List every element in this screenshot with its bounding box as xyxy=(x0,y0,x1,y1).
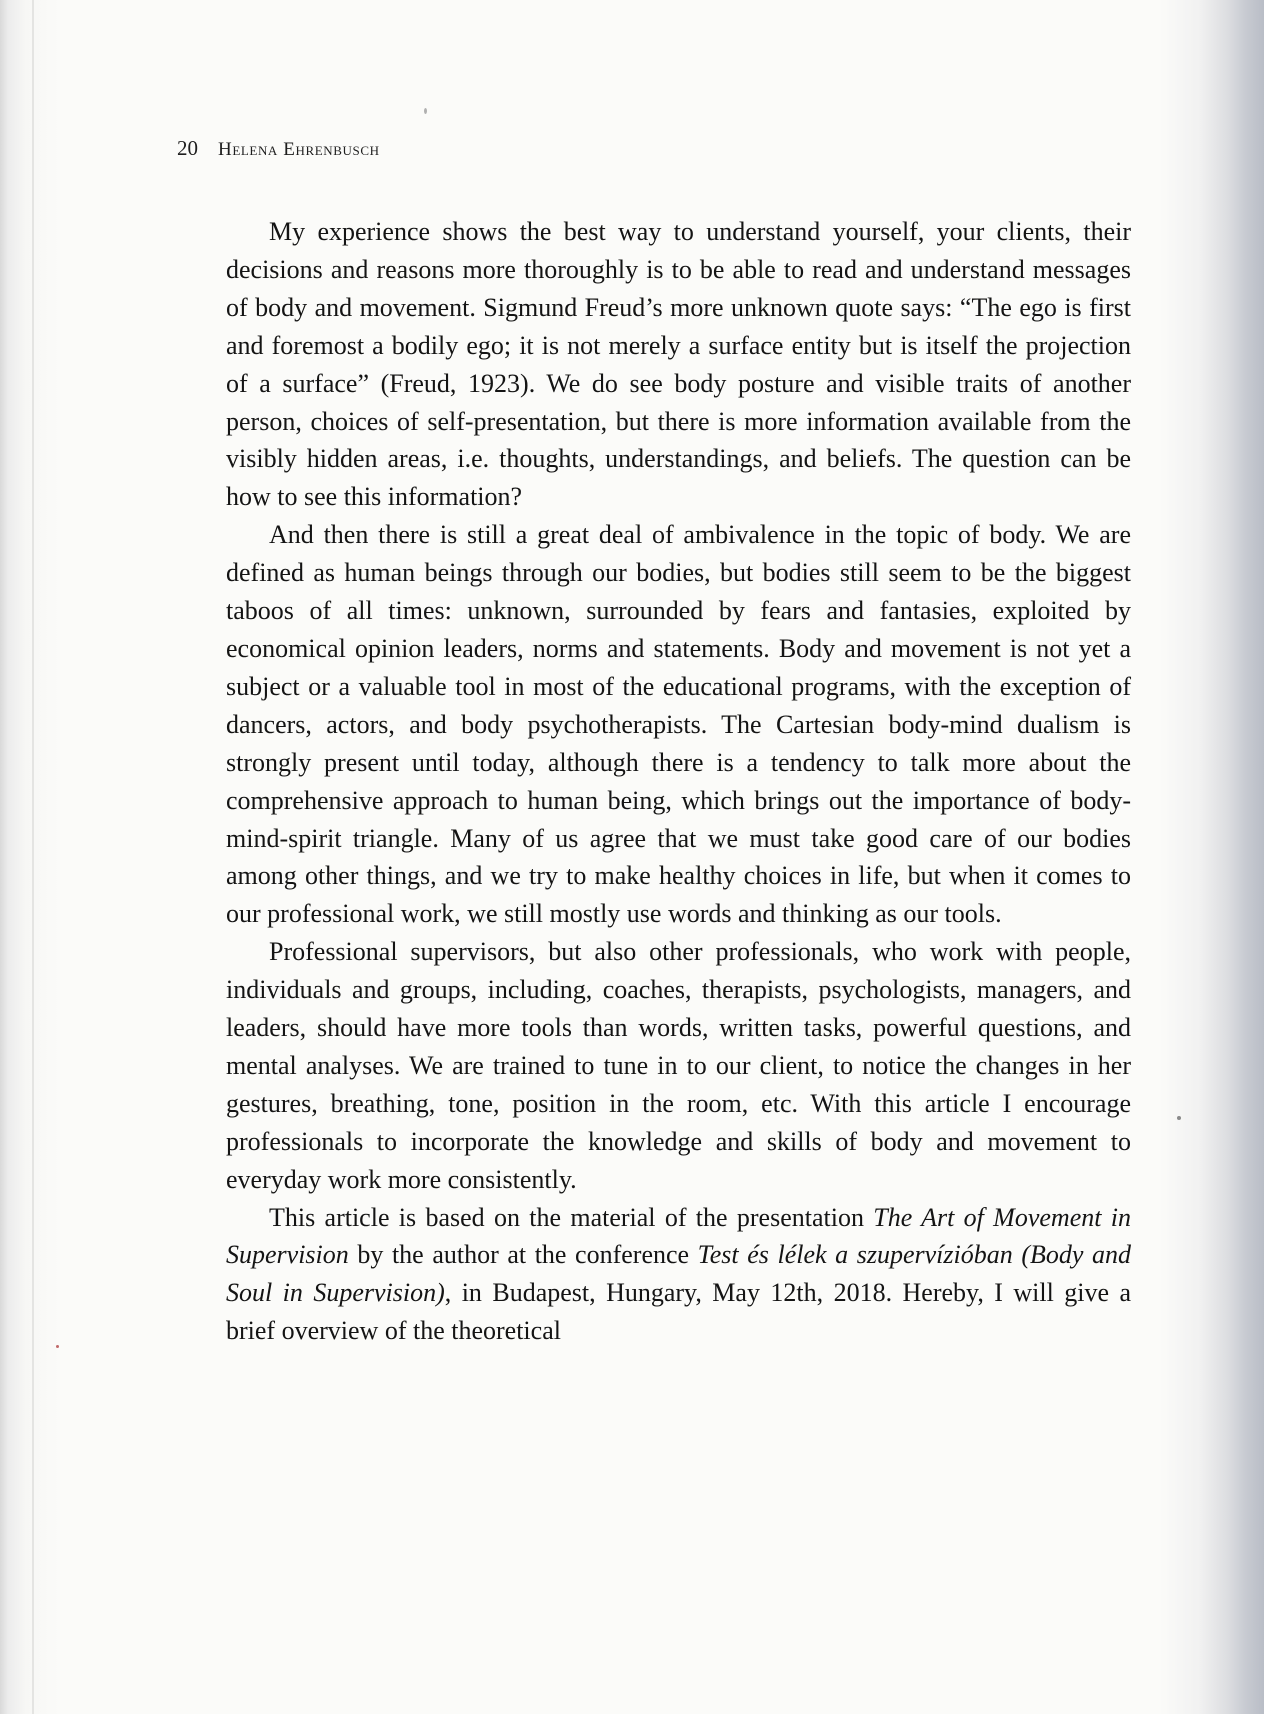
running-head xyxy=(177,136,380,161)
paragraph-experience: My experience shows the best way to understand yourself, your clients, their decisions and reasons more thoroughly is to be able to read and understand messages of body and movement. Sigmund Freud’s more unknown quote says: “The ego is first and foremost a bodily ego; it is not merely a surface entity but is itself the projection of a surface” (Freud, 1923). We do see body posture and visible traits of another person, choices of self-presentation, but there is more information available from the visibly hidden areas, i.e. thoughts, understandings, and beliefs. The question can be how to see this information? xyxy=(226,217,1131,512)
paper-speck xyxy=(56,1345,59,1348)
paper-speck xyxy=(1177,1116,1181,1120)
paragraph-professionals: Professional supervisors, but also other professionals, who work with people, individuals and groups, including, coaches, therapists, psychologists, managers, and leaders, should have more tools than words, written tasks, powerful questions, and mental analyses. We are trained to tune in to our client, to notice the changes in her gestures, breathing, tone, position in the room, etc. With this article I encourage professionals to incorporate the knowledge and skills of body and movement to everyday work more consistently. xyxy=(226,937,1131,1194)
text-segment: This article is based on the material of the presentation xyxy=(269,1202,874,1232)
article-body xyxy=(226,213,1131,1350)
text-segment: by the author at the conference xyxy=(348,1240,698,1270)
binding-gutter xyxy=(32,0,34,1714)
presentation-title: The Art of Movement in Supervision xyxy=(226,1202,1131,1270)
paragraph-ambivalence: And then there is still a great deal of ambivalence in the topic of body. We are defined as human beings through our bodies, but bodies still seem to be the biggest taboos of all times: unknown, surrounded by fears and fantasies, exploited by economical opinion leaders, norms and statements. Body and movement is not yet a subject or a valuable tool in most of the educational programs, with the exception of dancers, actors, and body psychotherapists. The Cartesian body-mind dualism is strongly present until today, although there is a tendency to talk more about the comprehensive approach to human being, which brings out the importance of body-mind-spirit triangle. Many of us agree that we must take good care of our bodies among other things, and we try to make healthy choices in life, but when it comes to our professional work, we still mostly use words and thinking as our tools. xyxy=(226,520,1131,929)
running-head-author: Helena Ehrenbusch xyxy=(218,139,380,160)
paper-speck xyxy=(424,108,427,114)
text-segment: , in Budapest, Hungary, May 12th, 2018. Hereby, I will give a brief overview of the theoretical xyxy=(226,1278,1132,1346)
page-number: 20 xyxy=(177,136,198,160)
paragraph-article-origin xyxy=(226,1199,1131,1351)
conference-title: Test és lélek a szupervízióban (Body and Soul in Supervision) xyxy=(226,1240,1132,1308)
